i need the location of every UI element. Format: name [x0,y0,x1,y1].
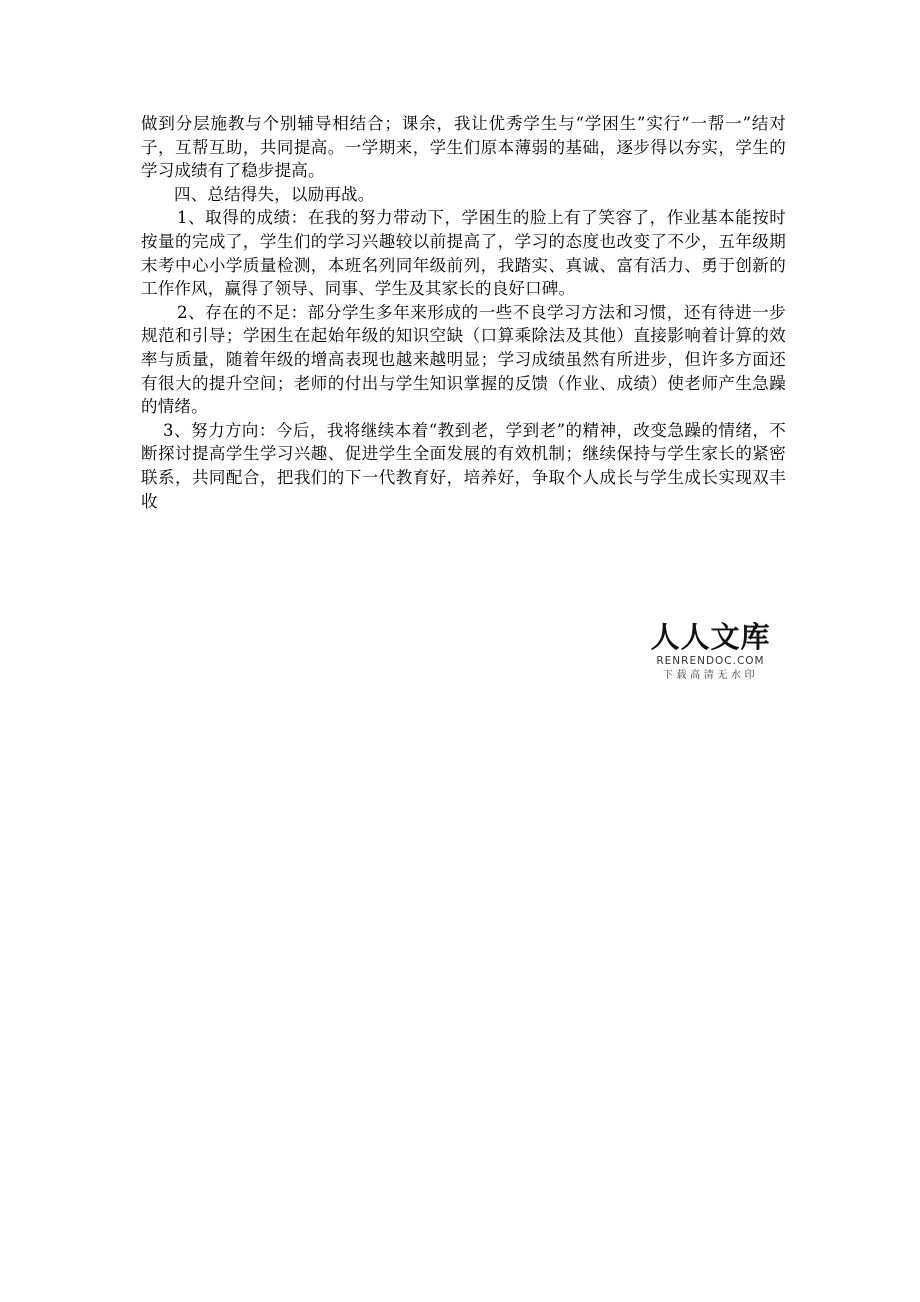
watermark-domain: RENRENDOC.COM [656,655,765,667]
watermark-title: 人人文库 [650,620,771,654]
watermark-logo [648,620,773,682]
document-body [141,112,786,513]
paragraph-shortcomings: 2、存在的不足：部分学生多年来形成的一些不良学习方法和习惯，还有待进一步规范和引导；学困生在起始年级的知识空缺（口算乘除法及其他）直接影响着计算的效率与质量，随着年级的增高表现也越来越明显；学习成绩虽然有所进步，但许多方面还有很大的提升空间；老师的付出与学生知识掌握的反馈（作业、成绩）使老师产生急躁的情绪。 [141,302,786,417]
watermark-slogan: 下载高清无水印 [662,670,759,681]
paragraph-direction: 3、努力方向：今后，我将继续本着“教到老，学到老”的精神，改变急躁的情绪，不断探讨提高学生学习兴趣、促进学生全面发展的有效机制；继续保持与学生家长的紧密联系，共同配合，把我们的下一代教育好，培养好，争取个人成长与学生成长实现双丰收 [141,420,786,511]
section-heading-summary: 四、总结得失，以励再战。 [174,184,375,204]
paragraph-achievements: 1、取得的成绩：在我的努力带动下，学困生的脸上有了笑容了，作业基本能按时按量的完成了，学生们的学习兴趣较以前提高了，学习的态度也改变了不少，五年级期末考中心小学质量检测，本班名列同年级前列，我踏实、真诚、富有活力、勇于创新的工作作风，赢得了领导、同事、学生及其家长的良好口碑。 [141,208,786,299]
paragraph-continuation: 做到分层施教与个别辅导相结合；课余，我让优秀学生与“学困生”实行“一帮一”结对子，互帮互助，共同提高。一学期来，学生们原本薄弱的基础，逐步得以夯实，学生的学习成绩有了稳步提高。 [141,114,786,181]
